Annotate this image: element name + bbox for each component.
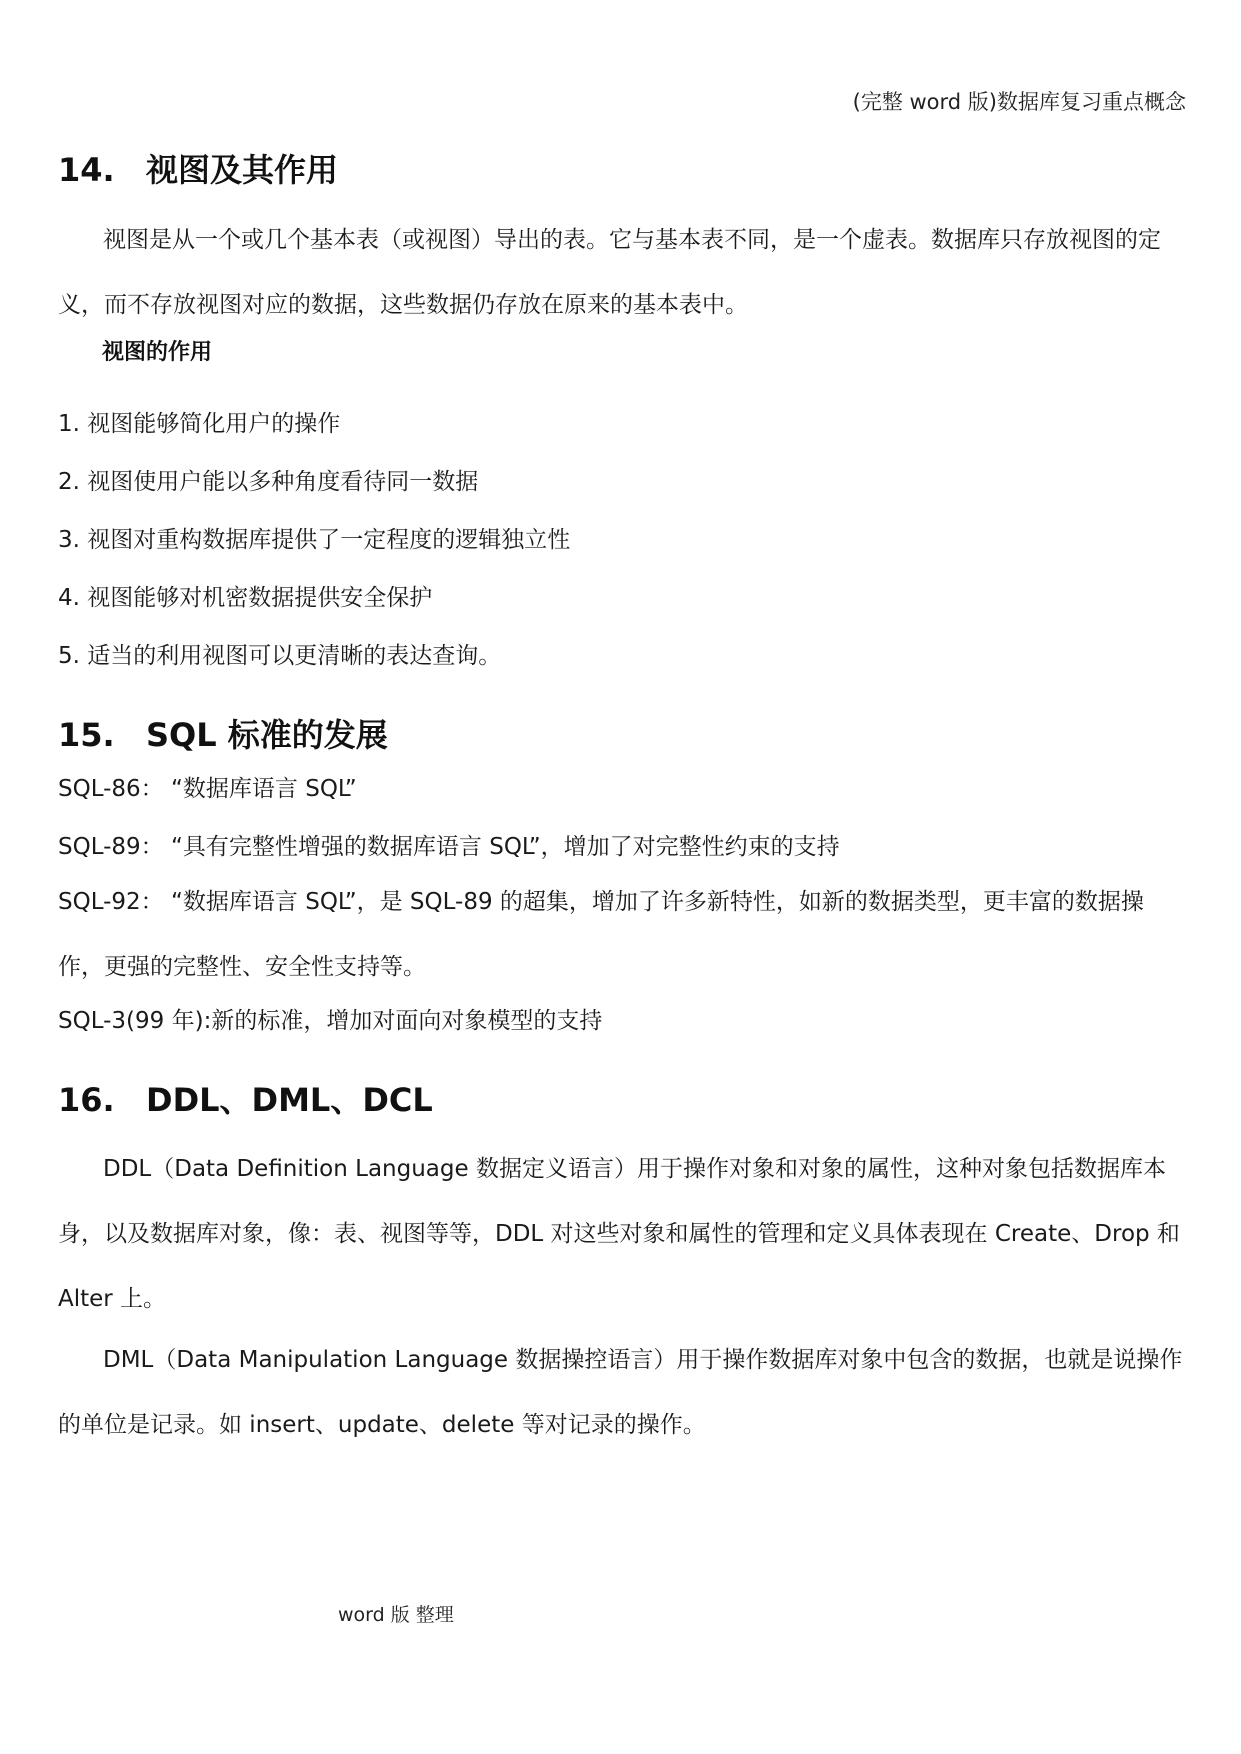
sql89-line: SQL-89： “具有完整性增强的数据库语言 SQL”，增加了对完整性约束的支持 — [58, 834, 840, 860]
list-item: 4. 视图能够对机密数据提供安全保护 — [58, 585, 433, 611]
list-item: 3. 视图对重构数据库提供了一定程度的逻辑独立性 — [58, 527, 571, 553]
page-footer: word 版 整理 — [338, 1604, 454, 1626]
list-item: 5. 适当的利用视图可以更清晰的表达查询。 — [58, 643, 502, 669]
dml-paragraph: DML（Data Manipulation Language 数据操控语言）用于操作数据库对象中包含的数据，也就是说操作的单位是记录。如 insert、update、delete 等对记录的操作。 — [58, 1347, 1183, 1438]
ddl-paragraph: DDL（Data Definition Language 数据定义语言）用于操作对象和对象的属性，这种对象包括数据库本身，以及数据库对象，像：表、视图等等，DDL 对这些对象和属性的管理和定义具体表现在 Create、Drop 和 Alter 上。 — [58, 1156, 1180, 1312]
view-definition-paragraph: 视图是从一个或几个基本表（或视图）导出的表。它与基本表不同，是一个虚表。数据库只存放视图的定义，而不存放视图对应的数据，这些数据仍存放在原来的基本表中。 — [58, 227, 1161, 318]
section-number: 15. — [58, 716, 115, 754]
section-number: 14. — [58, 151, 115, 189]
view-uses-subheading: 视图的作用 — [102, 340, 213, 365]
sql92-paragraph: SQL-92： “数据库语言 SQL”，是 SQL-89 的超集，增加了许多新特性，如新的数据类型，更丰富的数据操作，更强的完整性、安全性支持等。 — [58, 889, 1144, 980]
list-item: 1. 视图能够简化用户的操作 — [58, 411, 341, 437]
sql3-line: SQL-3(99 年):新的标准，增加对面向对象模型的支持 — [58, 1008, 603, 1034]
section-title: SQL 标准的发展 — [146, 716, 388, 754]
section-15-heading — [58, 710, 388, 756]
running-header: (完整 word 版)数据库复习重点概念 — [852, 90, 1186, 114]
sql86-line: SQL-86： “数据库语言 SQL” — [58, 776, 357, 802]
section-number: 16. — [58, 1081, 115, 1119]
section-title: DDL、DML、DCL — [146, 1081, 433, 1119]
section-14-heading — [58, 145, 338, 191]
section-title: 视图及其作用 — [146, 151, 339, 189]
section-16-heading — [58, 1075, 433, 1121]
list-item: 2. 视图使用户能以多种角度看待同一数据 — [58, 469, 479, 495]
